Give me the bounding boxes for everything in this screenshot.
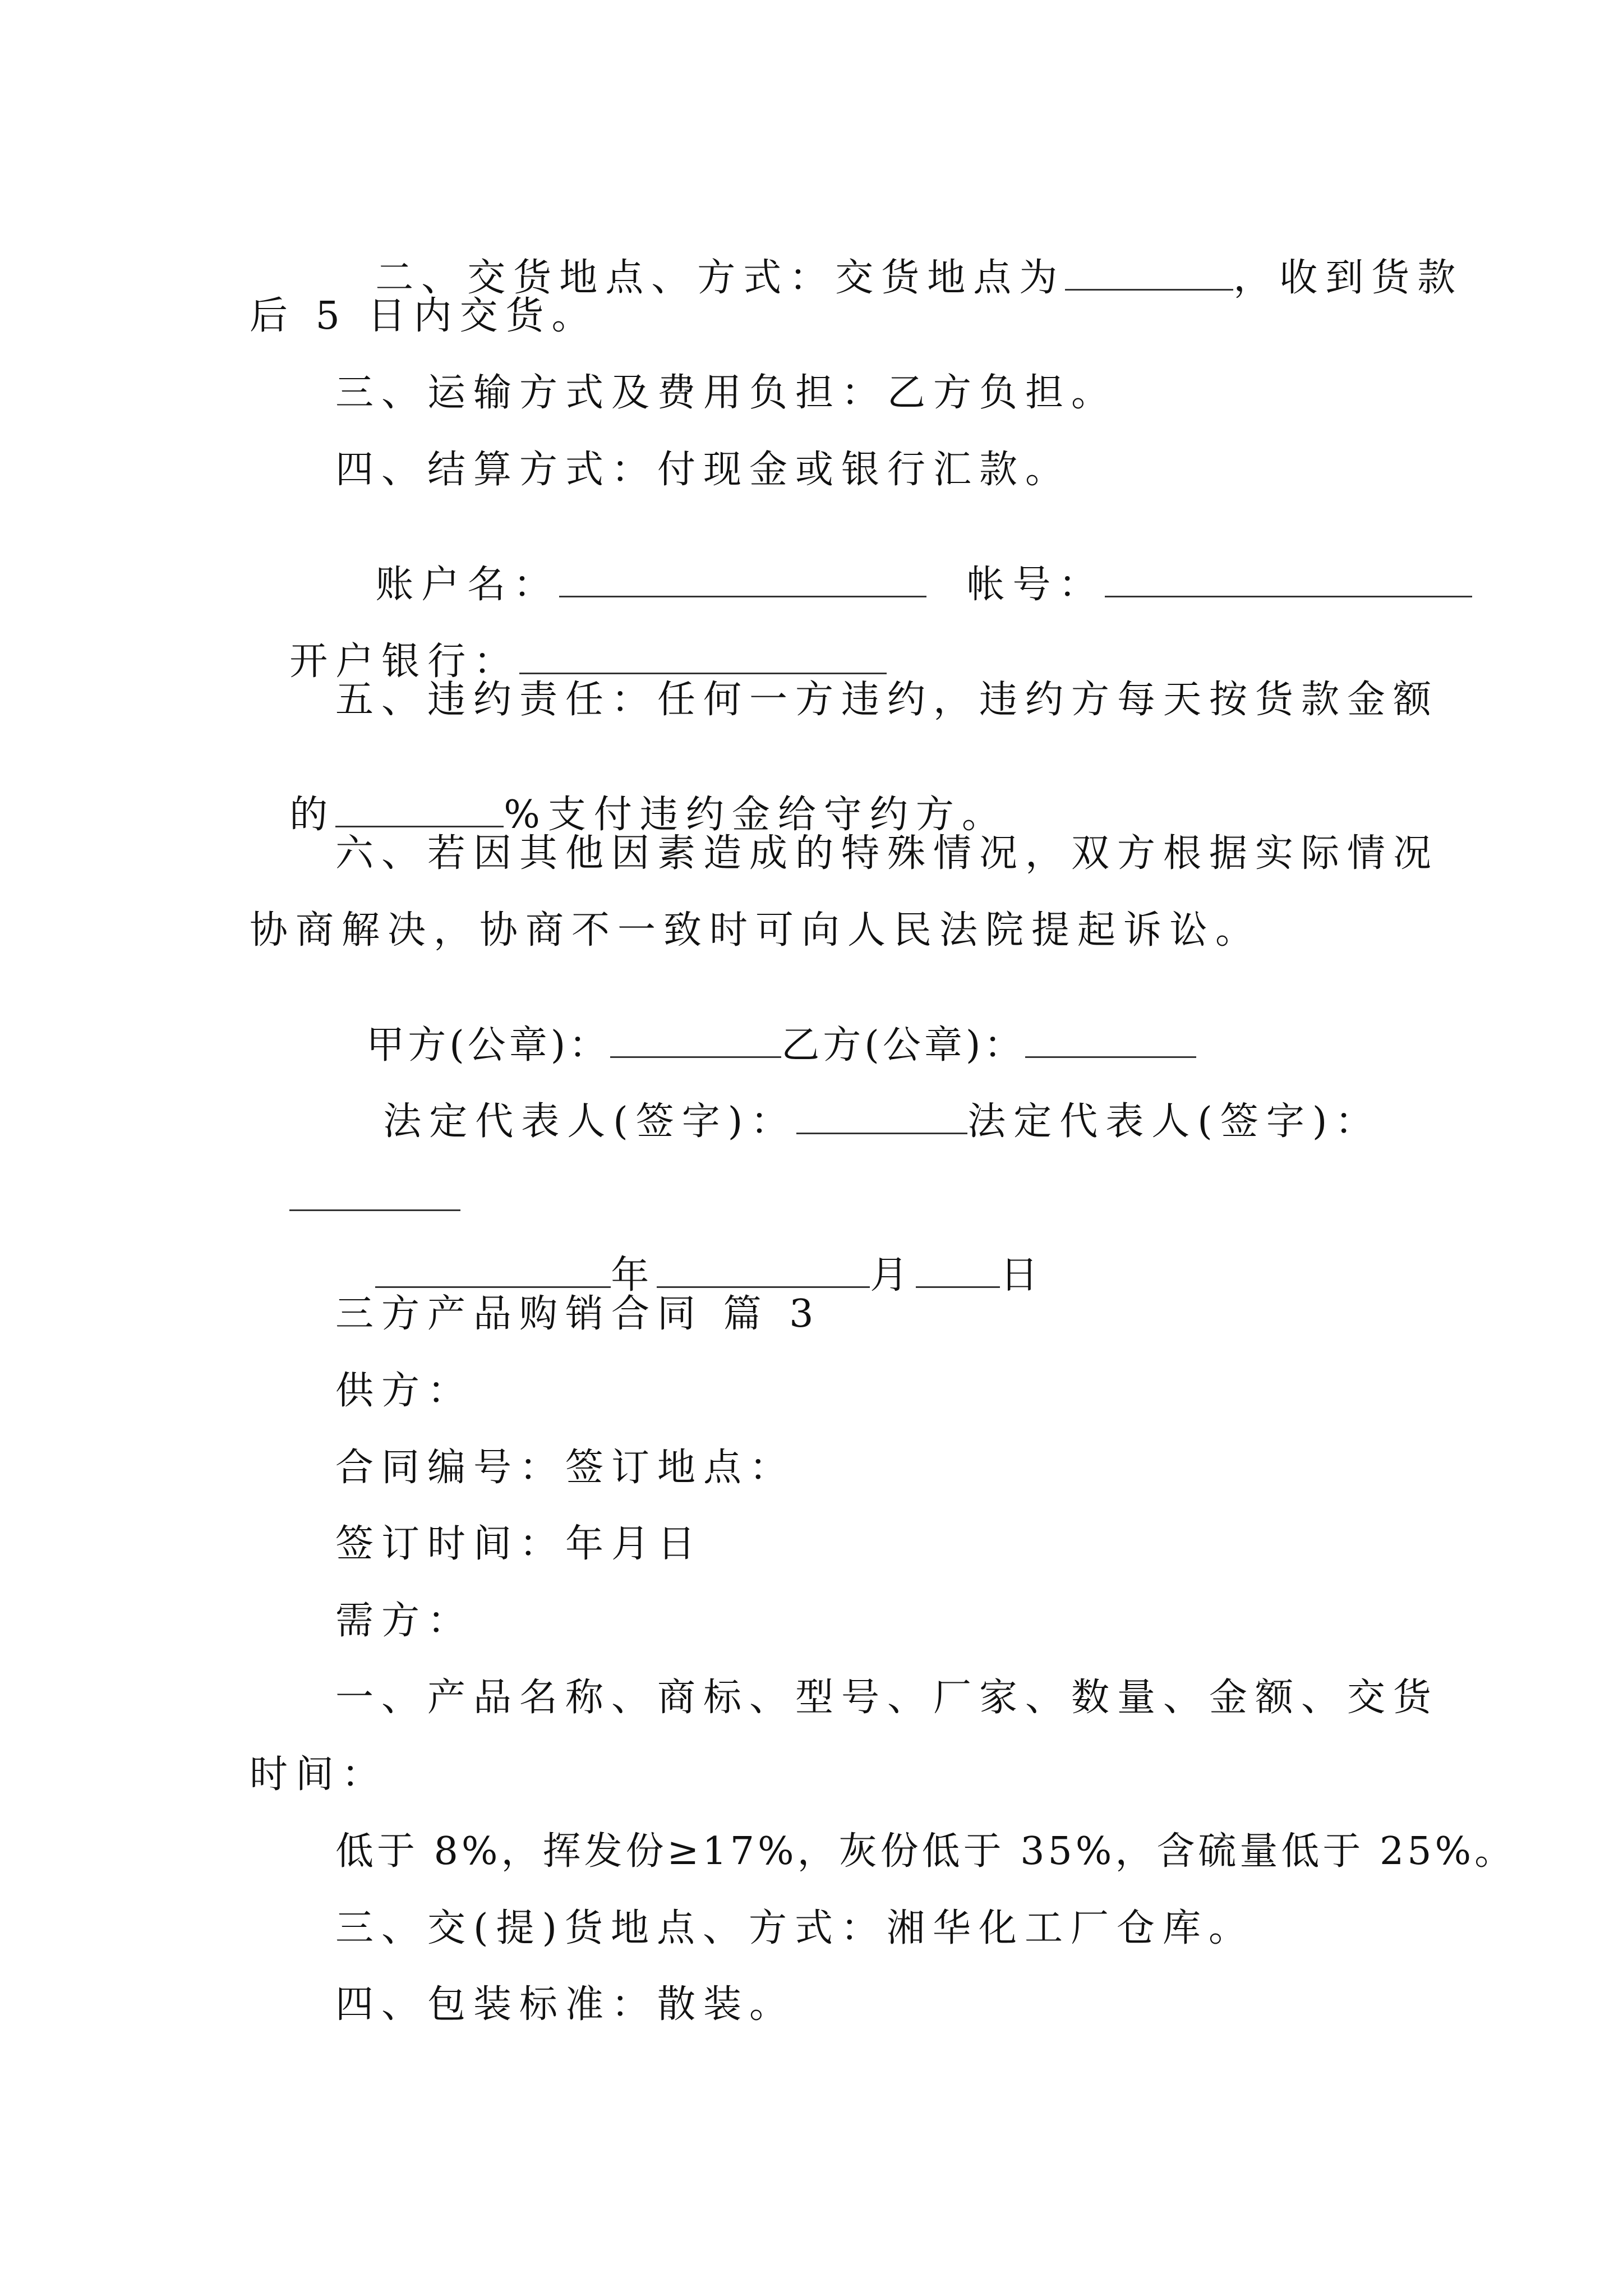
contract-no-line: 合同编号：签订地点：	[335, 1446, 796, 1490]
quality-line: 低于 8%，挥发份≥17%，灰份低于 35%，含硫量低于 25%。	[335, 1829, 1516, 1874]
account-name-blank	[559, 567, 926, 597]
rep-a-label: 法定代表人(签字)：	[383, 1099, 797, 1144]
clause6-line2: 协商解决，协商不一致时可向人民法院提起诉讼。	[250, 908, 1262, 953]
delivery-place-blank	[1065, 260, 1233, 291]
rep-a-blank	[796, 1103, 967, 1134]
account-line	[335, 528, 1472, 607]
month-blank	[657, 1257, 870, 1288]
day-blank	[916, 1257, 1000, 1288]
year-label: 年	[611, 1253, 657, 1297]
bank-label: 开户银行：	[289, 639, 520, 684]
clause4: 四、结算方式：付现金或银行汇款。	[335, 448, 1072, 492]
sign-time-line: 签订时间：年月日	[335, 1522, 704, 1566]
item4-line: 四、包装标准：散装。	[335, 1982, 796, 2027]
party-a-seal-blank	[610, 1027, 781, 1058]
rep-b-blank	[289, 1180, 460, 1211]
supplier-line: 供方：	[335, 1369, 474, 1413]
party-b-seal-blank	[1025, 1027, 1196, 1058]
bank-blank	[519, 643, 887, 674]
penalty-rate-blank	[335, 797, 504, 827]
account-number-label: 帐号：	[966, 563, 1105, 607]
rep-b-label: 法定代表人(签字)：	[967, 1099, 1381, 1144]
day-label: 日	[1000, 1253, 1046, 1297]
account-number-blank	[1105, 567, 1472, 597]
party-a-seal-label: 甲方(公章)：	[366, 1023, 611, 1068]
clause5-suffix: %支付违约金给守约方。	[504, 793, 1008, 837]
account-name-label: 账户名：	[375, 563, 560, 607]
party-seal-line	[335, 988, 1196, 1068]
rep-b-blank-line	[250, 1142, 460, 1218]
item1-line2: 时间：	[250, 1752, 388, 1797]
buyer-line: 需方：	[335, 1599, 474, 1643]
bank-line	[250, 605, 887, 684]
item1-line1: 一、产品名称、商标、型号、厂家、数量、金额、交货	[335, 1676, 1440, 1720]
clause3: 三、运输方式及费用负担：乙方负担。	[335, 371, 1118, 415]
clause2-line1	[335, 221, 1464, 300]
party-b-seal-label: 乙方(公章)：	[781, 1023, 1026, 1068]
item3-line: 三、交(提)货地点、方式：湘华化工厂仓库。	[335, 1906, 1255, 1950]
representative-line	[343, 1065, 1381, 1144]
date-line	[335, 1218, 1046, 1295]
clause5-line2	[250, 758, 1008, 837]
clause2-line2: 后 5 日内交货。	[250, 294, 598, 338]
clause2-prefix: 二、交货地点、方式：交货地点为	[375, 256, 1066, 300]
clause5-line1: 五、违约责任：任何一方违约，违约方每天按货款金额	[335, 678, 1440, 722]
section3-title: 三方产品购销合同 篇 3	[335, 1292, 822, 1336]
clause6-line1: 六、若因其他因素造成的特殊情况，双方根据实际情况	[335, 831, 1440, 876]
month-label: 月	[870, 1253, 916, 1297]
clause2-suffix: ，收到货款	[1233, 256, 1464, 300]
clause5-prefix: 的	[289, 793, 336, 837]
year-blank	[375, 1257, 611, 1288]
